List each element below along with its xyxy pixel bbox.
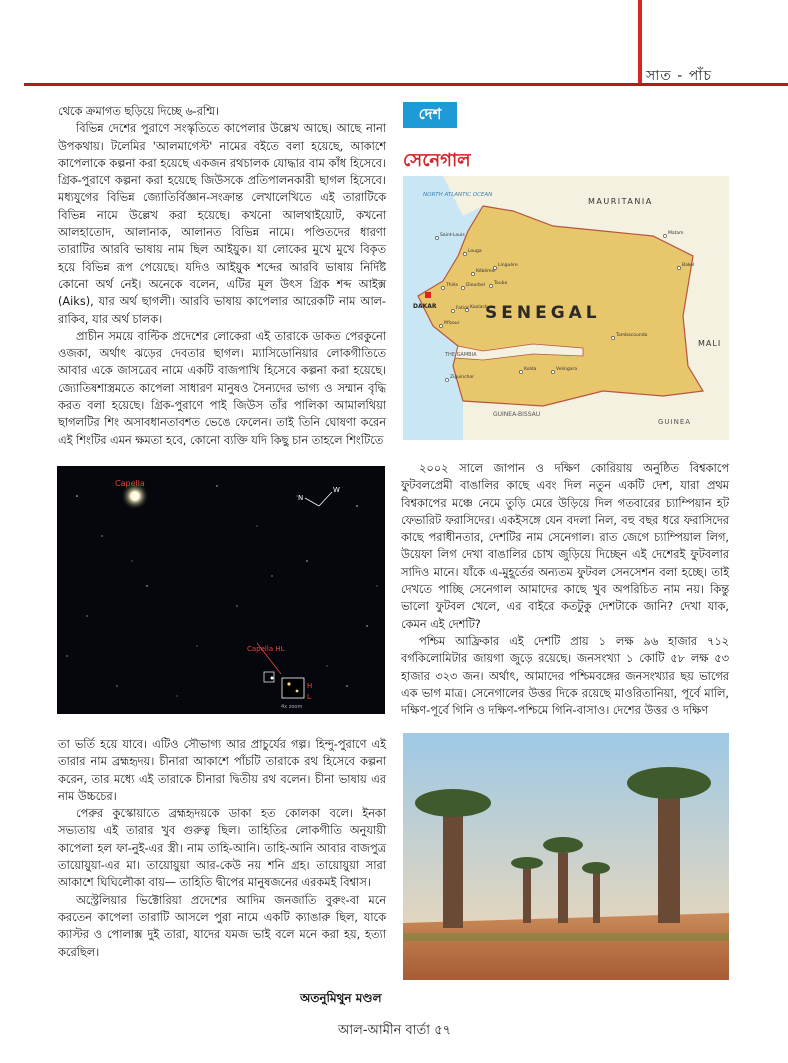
mauritania-label: MAURITANIA [588, 197, 653, 206]
city-label: Kolda [524, 367, 537, 372]
dakar-marker [425, 292, 431, 298]
l-label: L [307, 693, 311, 701]
city-label: Matam [668, 231, 684, 236]
city-dot [439, 324, 442, 327]
city-dot [551, 370, 554, 373]
city-label: Velingara [556, 367, 578, 372]
zoom-label: 4x zoom [281, 704, 303, 710]
h-label: H [307, 682, 313, 690]
city-label: Saint-Louis [440, 233, 465, 238]
zoom-inset [282, 678, 304, 698]
city-label: Tambacounda [616, 333, 648, 338]
capella-hl-star [271, 677, 274, 680]
city-dot [519, 370, 522, 373]
guinea-bissau-label: GUINEA-BISSAU [493, 411, 541, 418]
right-column-text [401, 460, 729, 719]
mali-label: MALI [698, 339, 722, 348]
baobab-photo [403, 733, 729, 980]
city-label: M'bour [444, 321, 460, 326]
guinea-label: GUINEA [658, 418, 692, 426]
paragraph: বিভিন্ন দেশের পুরাণে সংস্কৃতিতে কাপেলার উল্লেখ আছে। আছে নানা উপকথায়। টলেমির 'আলমাগেস্ট' নামের বইতে বলা হয়েছে, আকাশে কাপেলাকে কল্পনা করা হয়েছে একজন রথচালক যোদ্ধার বাম কাঁধ হিসেবে। গ্রিক-পুরাণে কল্পনা করা হয়েছে জিউসকে প্রতিপালনকারী ছাগল হিসেবে। মধ্যযুগের বিভিন্ন জ্যোতির্বিজ্ঞান-সংক্রান্ত লেখালেখিতে এই তারাটিকে বিভিন্ন নামে উল্লেখ করা হয়েছে। কখনো আলথাইয়োট, কখনো আলহাতোদ, আলানাক, আলানত বিভিন্ন নামে। পণ্ডিতদের ধারণা তারাটির আরবি ভাষায় নাম ছিল আইয়ুক। যা লোকের মুখে মুখে বিকৃত হয়ে বিভিন্ন রূপ পেয়েছে। যদিও আইয়ুক শব্দের আরবি ভাষায় নির্দিষ্ট কোনো অর্থ নেই। অনেকে বলেন, এটির মূল উৎস গ্রিক শব্দ আইক্স (Aiks), যার অর্থ ছাগলী। আরবি ভাষায় কাপেলার আরেকটি নাম আল-রাকিব, যার অর্থ চালক। [58, 122, 386, 326]
paragraph: অস্ট্রেলিয়ার ভিক্টোরিয়া প্রদেশের আদিম জনজাতি বুরুং-বা মনে করতেন কাপেলা তারাটি আসলে পুরা নামে একটি ক্যাঙারু ছিল, যাকে ক্যাস্টর ও পোলাক্স দুই তারা, যাদের যমজ ভাই বলে মনে করা হয়, হত্যা করেছিল। [58, 893, 386, 959]
city-dot [451, 309, 454, 312]
page-footer: আল-আমীন বার্তা ৫৭ [338, 1023, 452, 1038]
city-label: Louga [468, 249, 482, 254]
compass-n-label: N [298, 494, 304, 502]
city-label: Diourbel [466, 283, 486, 288]
compass-w-label: W [333, 486, 340, 494]
city-label: Linguère [498, 263, 518, 268]
capella-hl-label: Capella HL [247, 645, 285, 653]
city-dot [611, 336, 614, 339]
city-dot [441, 286, 444, 289]
city-dot [445, 378, 448, 381]
ocean-label: NORTH ATLANTIC OCEAN [423, 192, 493, 198]
city-label: Kébémer [476, 269, 497, 274]
paragraph: পেরুর কুস্কোয়াতে ব্রহ্মহৃদয়কে ডাকা হত কোলকা বলে। ইনকা সভ্যতায় এই তারার খুব গুরুত্ব ছিল। তাহিতির লোকগীতি অনুযায়ী কাপেলা হল ফা-নুই-এর স্ত্রী। নাম তাহি-আনি। তাহি-আনি আবার বাজপুত্র তায়োয়ুয়া-এর মা। তায়োয়ুয়া আর-কেউ নয় শনি গ্রহ। তায়োয়ুয়া সারা আকাশে ঘিঘিলৌকা বায়— তাহিতি দ্বীপের মানুষজনের এরকমই বিশ্বাস। [58, 807, 386, 890]
capella-label: Capella [115, 479, 145, 488]
section-tag: দেশ [403, 102, 457, 128]
city-dot [677, 266, 680, 269]
compass-icon [305, 492, 332, 506]
city-label: Kaolack [470, 305, 488, 310]
city-dot [471, 272, 474, 275]
city-label: Thiès [446, 283, 458, 288]
senegal-label: SENEGAL [485, 303, 601, 323]
senegal-map [403, 176, 729, 440]
paragraph: ২০০২ সালে জাপান ও দক্ষিণ কোরিয়ায় অনুষ্ঠিত বিশ্বকাপে ফুটবলপ্রেমী বাঙালির কাছে এবং দিল নতুন একটি দেশ, যারা প্রথম বিশ্বকাপের মঞ্চে নেমে তুড়ি মেরে উড়িয়ে দিল গতবারের চ্যাম্পিয়ান হট ফেভারিট ফরাসিদের। একইসঙ্গে যেন বদলা নিল, বহু বছর ধরে ফরাসিদের কাছে পরাধীনতার, দেশটির নাম সেনেগাল। রাত জেগে চ্যাম্পিয়াল লিগ, উয়েফা লিগ দেখা বাঙালির চোখ জুড়িয়ে দিচ্ছেন এই দেশেরই ফুটবলার সাদিও মানে। যাঁকে এ-মুহূর্তের অন্যতম ফুটবল সেনসেশন বলা হচ্ছে। তাই দেখতে পাচ্ছি সেনেগাল আমাদের কাছে খুব অপরিচিত নাম নয়। কিন্তু ভালো ফুটবল খেলে, এর বাইরে কতটুকু দেশটাকে জানি? দেখা যাক, কেমন এই দেশটি? [401, 462, 729, 631]
city-label: Bakel [682, 263, 695, 268]
left-column-top [58, 103, 386, 449]
gambia-label: THE GAMBIA [445, 352, 477, 358]
city-dot [489, 284, 492, 287]
dakar-label: DAKAR [413, 303, 437, 310]
paragraph: প্রাচীন সময়ে বাল্টিক প্রদেশের লোকেরা এই তারাকে ডাকত পেরকুনো ওজকা, অর্থাৎ ঝড়ের দেবতার ছাগল। ম্যাসিডোনিয়ার লোকগীতিতে আবার একে জাসত্রেব নামে একটি বাজপাখি হিসেবে কল্পনা করা হয়েছে। জ্যোতিষশাস্ত্রমতে কাপেলা সাধারণ মানুষও সৈন্যদের ভাগ্য ও সম্মান বৃদ্ধি করত বলা হয়েছে। গ্রিক-পুরাণে পাই জিউস তাঁর পালিকা আমালথিয়া ছাগলটির শিং অসাবধানতাবশত ভেঙে ফেলেন। তাই তিনি ঘোষণা করেন এই শিংটির এমন ক্ষমতা হবে, কোনো ব্যক্তি যদি কিছু চান তাহলে শিংটিতে [58, 329, 386, 447]
section-label: সাত - পাঁচ [646, 68, 712, 84]
city-label: Fatick [456, 306, 470, 311]
left-column-bottom [58, 736, 386, 961]
author-byline: অতনুমিথুন মণ্ডল [300, 991, 382, 1005]
paragraph: পশ্চিম আফ্রিকার এই দেশটি প্রায় ১ লক্ষ ৯৬ হাজার ৭১২ বর্গকিলোমিটার জায়গা জুড়ে রয়েছে। জনসংখ্যা ১ কোটি ৫৮ লক্ষ ৫৩ হাজার ৩২৩ জন। অর্থাৎ, আমাদের পশ্চিমবঙ্গের জনসংখ্যার ছয় ভাগের এক ভাগ মাত্র। সেনেগালের উত্তর দিকে রয়েছে মাওরিতানিয়া, পূর্বে মালি, দক্ষিণ-পূর্বে গিনি ও দক্ষিণ-পশ্চিমে গিনি-বাসাও। দেশের উত্তর ও দক্ষিণ [401, 634, 729, 718]
header-red-bar [638, 0, 642, 86]
paragraph: থেকে ক্রমাগত ছড়িয়ে দিচ্ছে ৬-রশ্মি। [58, 105, 220, 118]
city-label: Touba [494, 281, 508, 286]
paragraph: তা ভর্তি হয়ে যাবে। এটিও সৌভাগ্য আর প্রাচুর্যের গল্প। হিন্দু-পুরাণে এই তারার নাম ব্রহ্মহৃদয়। চীনারা আকাশে পাঁচটি তারাকে রথ হিসেবে কল্পনা করেন, তার মধ্যে এই তারাকে চীনারা দ্বিতীয় রথ বলেন। চীনা ভাষায় এর নাম উচ্চচের। [58, 738, 386, 803]
city-dot [663, 234, 666, 237]
city-dot [435, 236, 438, 239]
background-stars [66, 485, 377, 696]
city-dot [463, 252, 466, 255]
city-label: Ziguinchor [450, 375, 475, 380]
city-dot [461, 286, 464, 289]
country-title: সেনেগাল [403, 150, 471, 171]
capella-star-image [57, 466, 385, 714]
